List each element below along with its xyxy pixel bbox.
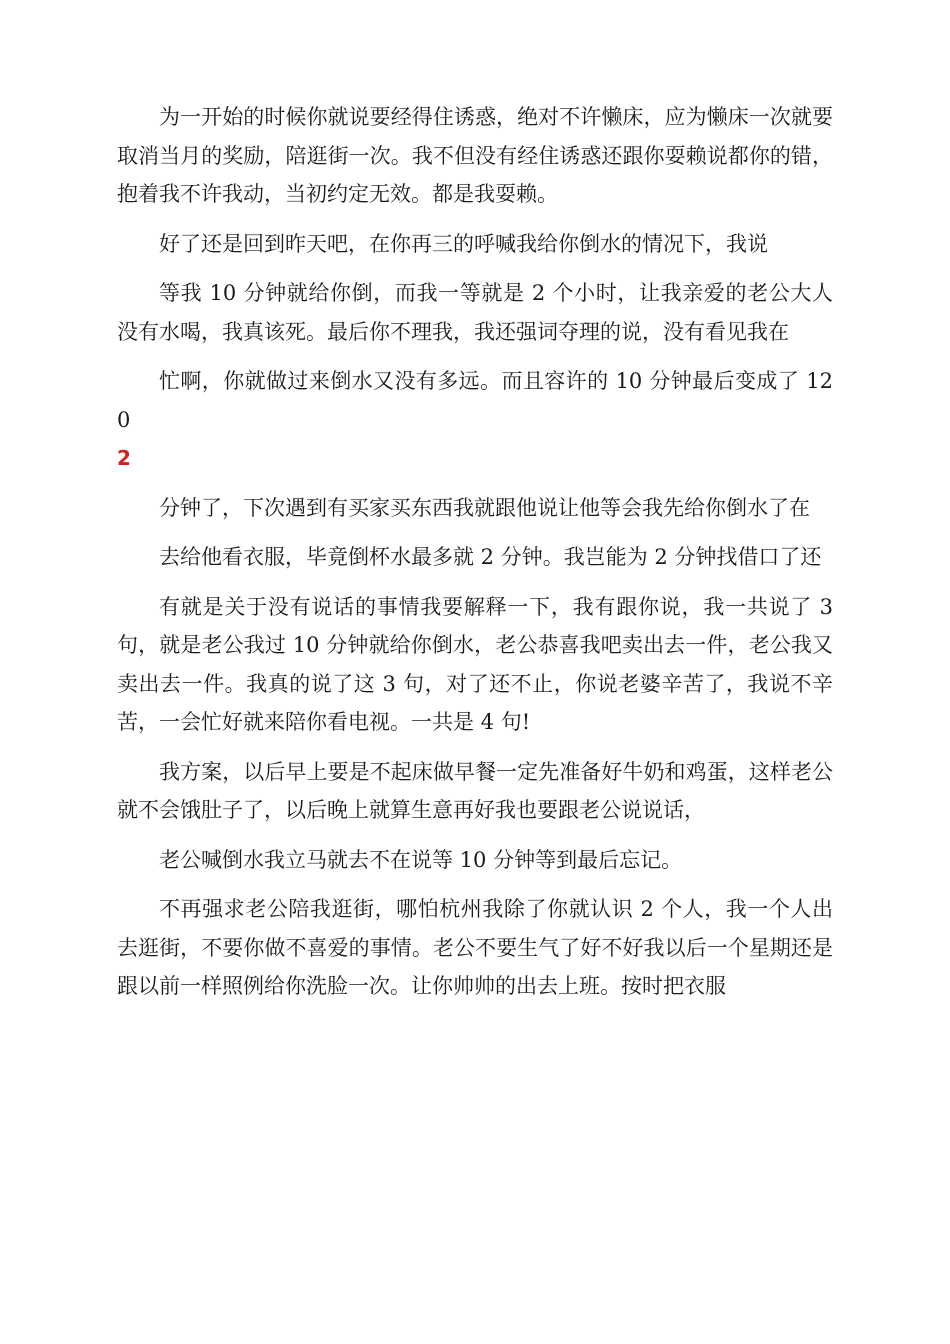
paragraph-6: 去给他看衣服，毕竟倒杯水最多就 2 分钟。我岂能为 2 分钟找借口了还 — [159, 545, 822, 569]
paragraph-4: 忙啊，你就做过来倒水又没有多远。而且容许的 10 分钟最后变成了 120 — [117, 369, 833, 432]
paragraph-7: 有就是关于没有说话的事情我要解释一下，我有跟你说，我一共说了 3 句，就是老公我过 10 分钟就给你倒水，老公恭喜我吧卖出去一件，老公我又卖出去一件。我真的说了这 3 句，对了还不止，你说老婆辛苦了，我说不辛苦，一会忙好就来陪你看电视。一共是 4 句! — [117, 594, 833, 734]
document-page — [117, 98, 833, 1006]
paragraph-8: 我方案，以后早上要是不起床做早餐一定先准备好牛奶和鸡蛋，这样老公就不会饿肚子了，以后晚上就算生意再好我也要跟老公说说话， — [117, 759, 833, 822]
paragraph-3: 等我 10 分钟就给你倒，而我一等就是 2 个小时，让我亲爱的老公大人没有水喝，我真该死。最后你不理我，我还强词夺理的说，没有看见我在 — [117, 281, 833, 344]
paragraph-9: 老公喊倒水我立马就去不在说等 10 分钟等到最后忘记。 — [159, 847, 683, 872]
page-number: 2 — [117, 446, 131, 470]
paragraph-5: 分钟了，下次遇到有买家买东西我就跟他说让他等会我先给你倒水了在 — [159, 495, 810, 520]
paragraph-1: 为一开始的时候你就说要经得住诱惑，绝对不许懒床，应为懒床一次就要取消当月的奖励，陪逛街一次。我不但没有经住诱惑还跟你耍赖说都你的错，抱着我不许我动，当初约定无效。都是我耍赖。 — [117, 105, 833, 206]
paragraph-2: 好了还是回到昨天吧，在你再三的呼喊我给你倒水的情况下，我说 — [159, 231, 768, 256]
paragraph-10: 不再强求老公陪我逛街，哪怕杭州我除了你就认识 2 个人，我一个人出去逛街，不要你做不喜爱的事情。老公不要生气了好不好我以后一个星期还是跟以前一样照例给你洗脸一次。让你帅帅的出去上班。按时把衣服 — [117, 897, 833, 998]
